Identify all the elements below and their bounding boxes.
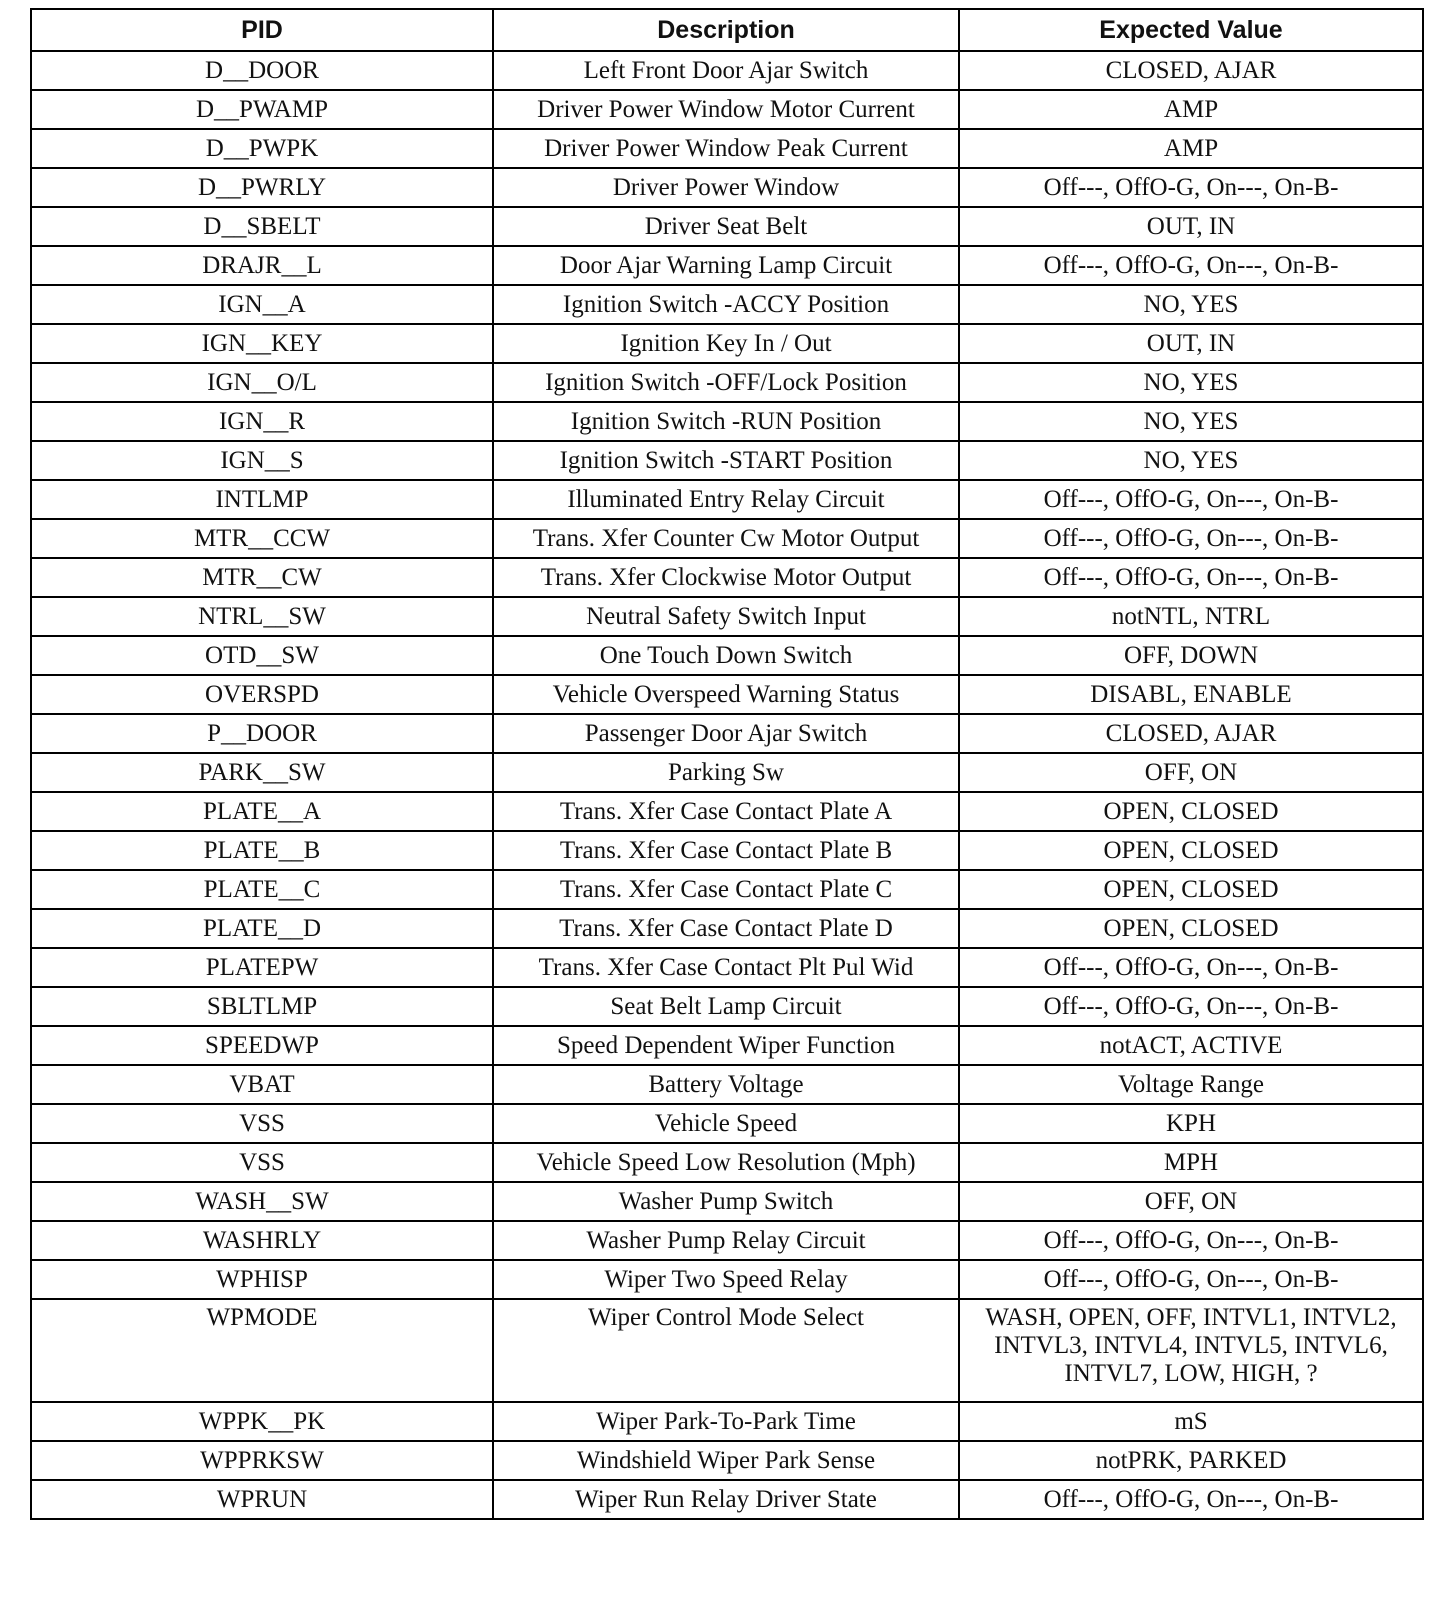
table-row bbox=[31, 324, 1423, 363]
expected-value-cell: mS bbox=[959, 1402, 1423, 1441]
table-row bbox=[31, 207, 1423, 246]
description-cell: Parking Sw bbox=[493, 753, 959, 792]
pid-cell: IGN__S bbox=[31, 441, 493, 480]
description-cell: Washer Pump Switch bbox=[493, 1182, 959, 1221]
pid-cell: WPPRKSW bbox=[31, 1441, 493, 1480]
table-body bbox=[31, 51, 1423, 1519]
description-cell: Windshield Wiper Park Sense bbox=[493, 1441, 959, 1480]
table-row bbox=[31, 285, 1423, 324]
pid-cell: PLATE__B bbox=[31, 831, 493, 870]
expected-value-cell: Off---, OffO-G, On---, On-B- bbox=[959, 1221, 1423, 1260]
description-cell: Seat Belt Lamp Circuit bbox=[493, 987, 959, 1026]
expected-value-cell: notACT, ACTIVE bbox=[959, 1026, 1423, 1065]
expected-value-cell: AMP bbox=[959, 90, 1423, 129]
expected-value-cell: Voltage Range bbox=[959, 1065, 1423, 1104]
table-row bbox=[31, 1065, 1423, 1104]
expected-value-cell: OFF, ON bbox=[959, 753, 1423, 792]
table-row bbox=[31, 675, 1423, 714]
pid-cell: PLATEPW bbox=[31, 948, 493, 987]
table-row bbox=[31, 363, 1423, 402]
description-cell: Speed Dependent Wiper Function bbox=[493, 1026, 959, 1065]
table-row bbox=[31, 870, 1423, 909]
pid-cell: IGN__O/L bbox=[31, 363, 493, 402]
expected-value-cell: OFF, ON bbox=[959, 1182, 1423, 1221]
description-cell: Vehicle Overspeed Warning Status bbox=[493, 675, 959, 714]
header-expected-value: Expected Value bbox=[959, 9, 1423, 51]
header-pid: PID bbox=[31, 9, 493, 51]
expected-value-cell: NO, YES bbox=[959, 285, 1423, 324]
expected-value-cell: notPRK, PARKED bbox=[959, 1441, 1423, 1480]
header-row bbox=[31, 9, 1423, 51]
description-cell: Driver Power Window Motor Current bbox=[493, 90, 959, 129]
expected-value-cell: Off---, OffO-G, On---, On-B- bbox=[959, 480, 1423, 519]
expected-value-cell: OUT, IN bbox=[959, 207, 1423, 246]
pid-cell: VSS bbox=[31, 1104, 493, 1143]
expected-value-cell: OPEN, CLOSED bbox=[959, 792, 1423, 831]
description-cell: Wiper Park-To-Park Time bbox=[493, 1402, 959, 1441]
expected-value-cell: DISABL, ENABLE bbox=[959, 675, 1423, 714]
description-cell: Vehicle Speed bbox=[493, 1104, 959, 1143]
table-row bbox=[31, 441, 1423, 480]
description-cell: Door Ajar Warning Lamp Circuit bbox=[493, 246, 959, 285]
expected-value-cell: MPH bbox=[959, 1143, 1423, 1182]
description-cell: Left Front Door Ajar Switch bbox=[493, 51, 959, 90]
description-cell: Driver Power Window Peak Current bbox=[493, 129, 959, 168]
table-row bbox=[31, 636, 1423, 675]
expected-value-cell: Off---, OffO-G, On---, On-B- bbox=[959, 519, 1423, 558]
expected-value-cell: CLOSED, AJAR bbox=[959, 51, 1423, 90]
pid-cell: IGN__KEY bbox=[31, 324, 493, 363]
pid-cell: MTR__CCW bbox=[31, 519, 493, 558]
description-cell: Battery Voltage bbox=[493, 1065, 959, 1104]
pid-cell: WPHISP bbox=[31, 1260, 493, 1299]
expected-value-cell: OUT, IN bbox=[959, 324, 1423, 363]
expected-value-cell: Off---, OffO-G, On---, On-B- bbox=[959, 246, 1423, 285]
table-row bbox=[31, 1104, 1423, 1143]
table-row bbox=[31, 987, 1423, 1026]
pid-cell: D__PWRLY bbox=[31, 168, 493, 207]
table-row bbox=[31, 246, 1423, 285]
pid-cell: VSS bbox=[31, 1143, 493, 1182]
table-row bbox=[31, 1402, 1423, 1441]
description-cell: Driver Power Window bbox=[493, 168, 959, 207]
table-row bbox=[31, 1026, 1423, 1065]
description-cell: Washer Pump Relay Circuit bbox=[493, 1221, 959, 1260]
description-cell: Neutral Safety Switch Input bbox=[493, 597, 959, 636]
pid-cell: D__DOOR bbox=[31, 51, 493, 90]
expected-value-cell: AMP bbox=[959, 129, 1423, 168]
expected-value-cell: CLOSED, AJAR bbox=[959, 714, 1423, 753]
pid-cell: NTRL__SW bbox=[31, 597, 493, 636]
pid-cell: D__PWAMP bbox=[31, 90, 493, 129]
expected-value-cell: Off---, OffO-G, On---, On-B- bbox=[959, 558, 1423, 597]
description-cell: Trans. Xfer Clockwise Motor Output bbox=[493, 558, 959, 597]
expected-value-cell: Off---, OffO-G, On---, On-B- bbox=[959, 948, 1423, 987]
pid-cell: INTLMP bbox=[31, 480, 493, 519]
pid-cell: OTD__SW bbox=[31, 636, 493, 675]
description-cell: Ignition Switch -START Position bbox=[493, 441, 959, 480]
pid-cell: WPRUN bbox=[31, 1480, 493, 1519]
pid-cell: IGN__A bbox=[31, 285, 493, 324]
pid-cell: SBLTLMP bbox=[31, 987, 493, 1026]
pid-cell: P__DOOR bbox=[31, 714, 493, 753]
table-row bbox=[31, 1260, 1423, 1299]
table-row bbox=[31, 90, 1423, 129]
pid-cell: D__PWPK bbox=[31, 129, 493, 168]
description-cell: Ignition Key In / Out bbox=[493, 324, 959, 363]
expected-value-cell: OPEN, CLOSED bbox=[959, 831, 1423, 870]
expected-value-cell: NO, YES bbox=[959, 402, 1423, 441]
expected-value-cell: Off---, OffO-G, On---, On-B- bbox=[959, 1480, 1423, 1519]
pid-cell: IGN__R bbox=[31, 402, 493, 441]
table-row bbox=[31, 168, 1423, 207]
expected-value-cell: Off---, OffO-G, On---, On-B- bbox=[959, 1260, 1423, 1299]
expected-value-cell: OPEN, CLOSED bbox=[959, 909, 1423, 948]
description-cell: Illuminated Entry Relay Circuit bbox=[493, 480, 959, 519]
pid-cell: WPMODE bbox=[31, 1299, 493, 1402]
description-cell: Passenger Door Ajar Switch bbox=[493, 714, 959, 753]
pid-cell: WPPK__PK bbox=[31, 1402, 493, 1441]
table-row bbox=[31, 480, 1423, 519]
pid-cell: SPEEDWP bbox=[31, 1026, 493, 1065]
description-cell: Trans. Xfer Case Contact Plate D bbox=[493, 909, 959, 948]
table-row bbox=[31, 1182, 1423, 1221]
pid-cell: WASH__SW bbox=[31, 1182, 493, 1221]
pid-cell: DRAJR__L bbox=[31, 246, 493, 285]
expected-value-cell: NO, YES bbox=[959, 441, 1423, 480]
description-cell: Trans. Xfer Case Contact Plate A bbox=[493, 792, 959, 831]
table-row bbox=[31, 558, 1423, 597]
pid-cell: WASHRLY bbox=[31, 1221, 493, 1260]
description-cell: Vehicle Speed Low Resolution (Mph) bbox=[493, 1143, 959, 1182]
expected-value-cell: OPEN, CLOSED bbox=[959, 870, 1423, 909]
description-cell: Wiper Run Relay Driver State bbox=[493, 1480, 959, 1519]
description-cell: Trans. Xfer Counter Cw Motor Output bbox=[493, 519, 959, 558]
expected-value-cell: Off---, OffO-G, On---, On-B- bbox=[959, 987, 1423, 1026]
description-cell: Trans. Xfer Case Contact Plate C bbox=[493, 870, 959, 909]
table-row bbox=[31, 1143, 1423, 1182]
pid-cell: OVERSPD bbox=[31, 675, 493, 714]
expected-value-cell: KPH bbox=[959, 1104, 1423, 1143]
expected-value-cell: Off---, OffO-G, On---, On-B- bbox=[959, 168, 1423, 207]
table-row bbox=[31, 519, 1423, 558]
pid-cell: MTR__CW bbox=[31, 558, 493, 597]
pid-cell: PARK__SW bbox=[31, 753, 493, 792]
pid-cell: VBAT bbox=[31, 1065, 493, 1104]
expected-value-cell: OFF, DOWN bbox=[959, 636, 1423, 675]
table-row bbox=[31, 51, 1423, 90]
description-cell: Trans. Xfer Case Contact Plt Pul Wid bbox=[493, 948, 959, 987]
pid-cell: D__SBELT bbox=[31, 207, 493, 246]
header-description: Description bbox=[493, 9, 959, 51]
table-row bbox=[31, 1221, 1423, 1260]
description-cell: Driver Seat Belt bbox=[493, 207, 959, 246]
pid-cell: PLATE__D bbox=[31, 909, 493, 948]
table-row bbox=[31, 831, 1423, 870]
description-cell: Ignition Switch -RUN Position bbox=[493, 402, 959, 441]
table-row bbox=[31, 792, 1423, 831]
table-row bbox=[31, 909, 1423, 948]
table-row bbox=[31, 402, 1423, 441]
table-row bbox=[31, 948, 1423, 987]
description-cell: Ignition Switch -OFF/Lock Position bbox=[493, 363, 959, 402]
description-cell: Wiper Control Mode Select bbox=[493, 1299, 959, 1402]
description-cell: Wiper Two Speed Relay bbox=[493, 1260, 959, 1299]
table-row bbox=[31, 597, 1423, 636]
table-row bbox=[31, 753, 1423, 792]
expected-value-cell: notNTL, NTRL bbox=[959, 597, 1423, 636]
description-cell: Ignition Switch -ACCY Position bbox=[493, 285, 959, 324]
table-row bbox=[31, 1480, 1423, 1519]
expected-value-cell: NO, YES bbox=[959, 363, 1423, 402]
description-cell: Trans. Xfer Case Contact Plate B bbox=[493, 831, 959, 870]
table-row bbox=[31, 1299, 1423, 1402]
pid-table bbox=[30, 8, 1424, 1520]
table-row bbox=[31, 714, 1423, 753]
pid-cell: PLATE__C bbox=[31, 870, 493, 909]
table-row bbox=[31, 129, 1423, 168]
expected-value-cell: WASH, OPEN, OFF, INTVL1, INTVL2, INTVL3, INTVL4, INTVL5, INTVL6, INTVL7, LOW, HIGH, ? bbox=[959, 1299, 1423, 1402]
description-cell: One Touch Down Switch bbox=[493, 636, 959, 675]
table-row bbox=[31, 1441, 1423, 1480]
pid-cell: PLATE__A bbox=[31, 792, 493, 831]
